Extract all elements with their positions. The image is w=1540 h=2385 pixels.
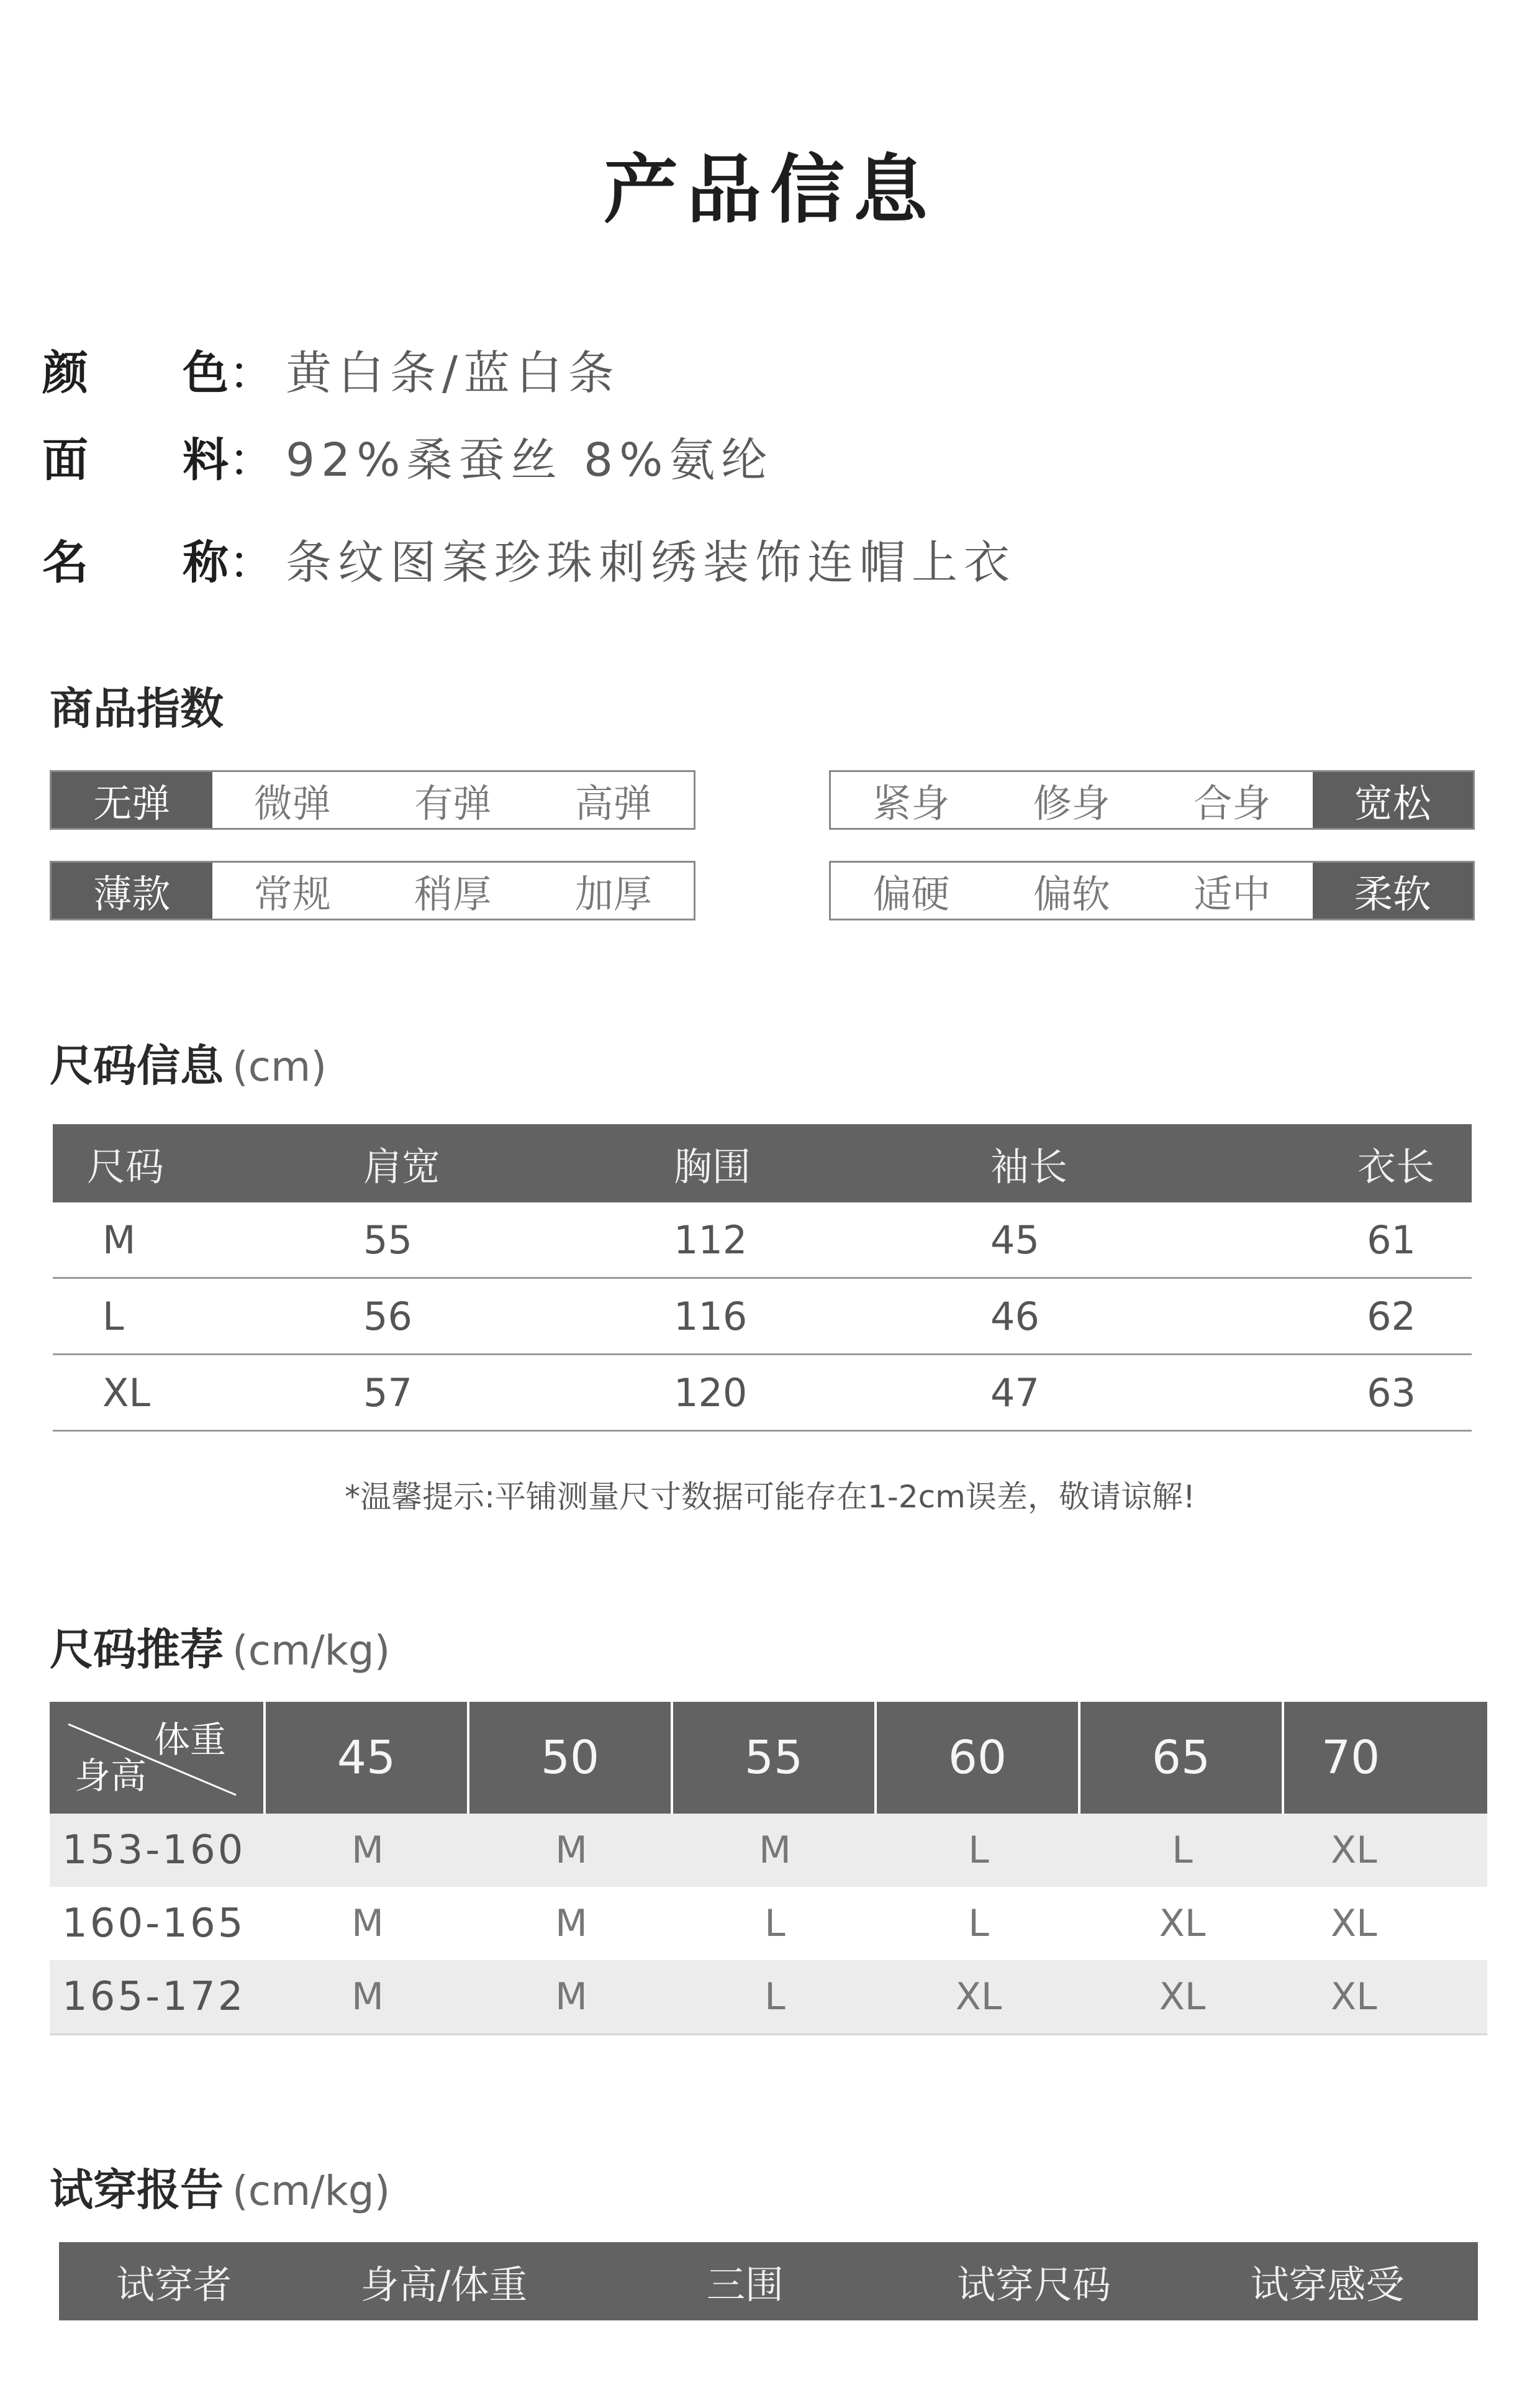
try-on-title [50, 2155, 390, 2218]
size-recommend-table [50, 1702, 1487, 2035]
size-recommend-unit: (cm/kg) [232, 1627, 391, 1674]
info-fabric-label-2: 料 [183, 434, 229, 487]
rec-height-cell: 160-165 [62, 1901, 246, 1947]
rec-size-cell: M [351, 1828, 384, 1872]
try-on-title-text: 试穿报告 [50, 2165, 224, 2215]
info-fabric-row [42, 416, 773, 497]
size-measurement-note: *温馨提示:平铺测量尺寸数据可能存在1-2cm误差，敬请谅解! [345, 1479, 1195, 1515]
size-cell: 61 [1367, 1217, 1416, 1263]
size-cell: 116 [674, 1293, 748, 1339]
info-name-label [42, 526, 229, 592]
table-row [50, 1814, 1487, 1887]
try-header-size: 试穿尺码 [956, 2261, 1111, 2307]
info-color-label [42, 337, 229, 402]
size-cell: 55 [363, 1217, 412, 1263]
info-name-label-2: 称 [183, 536, 229, 589]
rec-weight-header: 70 [1321, 1731, 1380, 1784]
elasticity-option-2: 微弹 [253, 780, 331, 826]
fit-option-4: 宽松 [1313, 772, 1474, 828]
size-cell: 57 [363, 1370, 412, 1415]
size-info-header-row [53, 1124, 1472, 1202]
elasticity-bar [50, 770, 695, 830]
rec-size-cell: XL [1159, 1975, 1206, 2019]
info-color-label-1: 颜 [42, 347, 88, 400]
size-cell: L [102, 1293, 124, 1339]
fit-option-1: 紧身 [872, 780, 950, 826]
size-cell: 112 [674, 1217, 748, 1263]
size-header-shoulder: 肩宽 [363, 1143, 441, 1189]
try-header-feeling: 试穿感受 [1250, 2261, 1405, 2307]
rec-height-cell: 165-172 [62, 1974, 246, 2020]
size-recommend-title [50, 1615, 390, 1678]
rec-size-cell: M [351, 1902, 384, 1945]
size-cell: 46 [990, 1293, 1040, 1339]
try-header-tester: 试穿者 [116, 2261, 232, 2307]
info-fabric-label-1: 面 [42, 434, 88, 487]
rec-size-cell: L [968, 1828, 989, 1872]
index-section-title: 商品指数 [50, 683, 224, 734]
info-fabric-label [42, 424, 229, 489]
softness-option-1: 偏硬 [872, 871, 950, 917]
size-cell: 47 [990, 1370, 1040, 1415]
size-header-chest: 胸围 [674, 1143, 751, 1189]
rec-size-cell: XL [1159, 1902, 1206, 1945]
elasticity-option-3: 有弹 [414, 780, 492, 826]
softness-option-4: 柔软 [1313, 863, 1474, 919]
elasticity-option-1: 无弹 [52, 772, 212, 828]
page-title: 产品信息 [604, 147, 936, 234]
softness-option-2: 偏软 [1033, 871, 1110, 917]
table-row [50, 1960, 1487, 2035]
size-cell: 45 [990, 1217, 1040, 1263]
rec-size-cell: L [764, 1902, 786, 1945]
size-header-size: 尺码 [87, 1143, 165, 1189]
table-row [53, 1279, 1472, 1355]
rec-size-cell: L [1172, 1828, 1193, 1872]
try-header-height-weight: 身高/体重 [360, 2261, 528, 2307]
rec-header-row [50, 1702, 1487, 1814]
table-row [53, 1355, 1472, 1432]
info-fabric-value: 92%桑蚕丝 8%氨纶 [286, 434, 774, 487]
table-row [53, 1202, 1472, 1279]
size-info-table [53, 1124, 1472, 1432]
size-info-title [50, 1031, 327, 1094]
size-info-unit: (cm) [232, 1043, 327, 1091]
fit-bar [829, 770, 1475, 830]
rec-weight-header: 60 [877, 1702, 1080, 1814]
rec-corner-weight: 体重 [153, 1719, 226, 1761]
try-on-unit: (cm/kg) [232, 2167, 391, 2215]
size-header-length: 衣长 [1357, 1143, 1434, 1189]
size-cell: 56 [363, 1293, 412, 1339]
rec-size-cell: M [759, 1828, 791, 1872]
try-on-header-row [59, 2242, 1478, 2320]
softness-option-3: 适中 [1194, 871, 1271, 917]
info-name-value: 条纹图案珍珠刺绣装饰连帽上衣 [286, 536, 1016, 589]
info-name-row [42, 519, 1016, 599]
rec-size-cell: M [555, 1828, 587, 1872]
softness-bar [829, 861, 1475, 920]
size-cell: 120 [674, 1370, 748, 1415]
info-color-colon: ： [229, 347, 274, 400]
rec-weight-header: 65 [1080, 1702, 1284, 1814]
rec-size-cell: XL [1331, 1975, 1377, 2019]
size-recommend-title-text: 尺码推荐 [50, 1624, 224, 1675]
rec-size-cell: XL [955, 1975, 1002, 2019]
size-cell: XL [102, 1370, 151, 1415]
size-cell: 63 [1367, 1370, 1416, 1415]
rec-corner-cell [50, 1702, 266, 1814]
thickness-option-1: 薄款 [52, 863, 212, 919]
thickness-option-2: 常规 [253, 871, 331, 917]
rec-size-cell: M [351, 1975, 384, 2019]
info-name-colon: ： [229, 536, 274, 589]
thickness-option-4: 加厚 [574, 871, 652, 917]
rec-size-cell: XL [1331, 1828, 1377, 1872]
size-info-title-text: 尺码信息 [50, 1040, 224, 1091]
rec-size-cell: L [968, 1902, 989, 1945]
rec-height-cell: 153-160 [62, 1827, 246, 1873]
rec-weight-header: 45 [266, 1702, 469, 1814]
size-header-sleeve: 袖长 [990, 1143, 1068, 1189]
thickness-bar [50, 861, 695, 920]
rec-size-cell: L [764, 1975, 786, 2019]
table-row [50, 1887, 1487, 1960]
rec-size-cell: M [555, 1975, 587, 2019]
info-name-label-1: 名 [42, 536, 88, 589]
rec-size-cell: M [555, 1902, 587, 1945]
rec-size-cell: XL [1331, 1902, 1377, 1945]
info-color-value: 黄白条/蓝白条 [286, 347, 620, 400]
try-header-measurements: 三围 [706, 2261, 784, 2307]
rec-corner-height: 身高 [75, 1755, 147, 1797]
fit-option-3: 合身 [1194, 780, 1271, 826]
elasticity-option-4: 高弹 [574, 780, 652, 826]
rec-weight-header: 50 [469, 1702, 673, 1814]
size-cell: M [102, 1217, 136, 1263]
info-fabric-colon: ： [229, 434, 274, 487]
thickness-option-3: 稍厚 [414, 871, 492, 917]
info-color-row [42, 329, 620, 410]
fit-option-2: 修身 [1033, 780, 1110, 826]
rec-weight-header: 55 [673, 1702, 877, 1814]
info-color-label-2: 色 [183, 347, 229, 400]
size-cell: 62 [1367, 1293, 1416, 1339]
